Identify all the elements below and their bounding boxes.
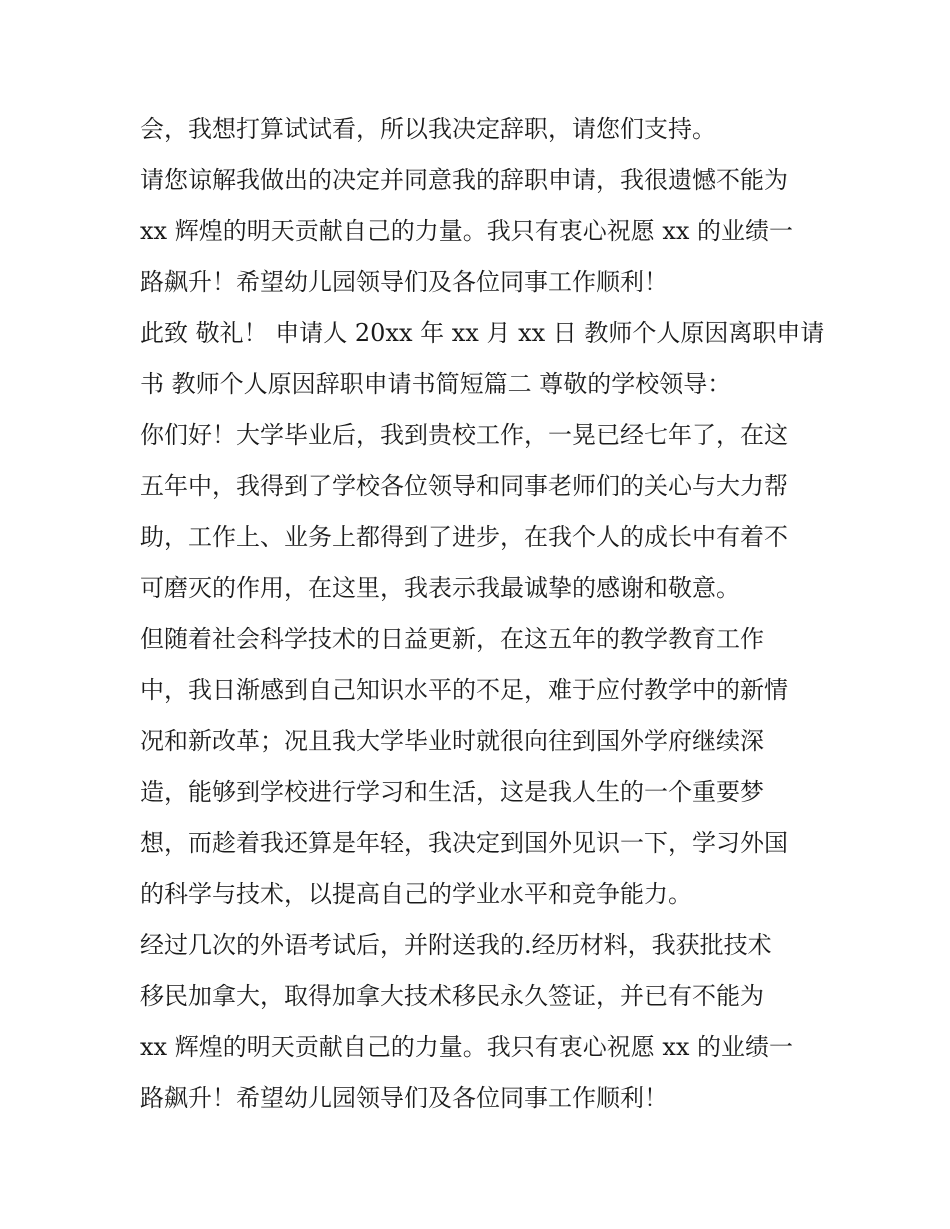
text-line: 可磨灭的作用，在这里，我表示我最诚挚的感谢和敬意。 [140,574,740,602]
text-line: 移民加拿大，取得加拿大技术移民永久签证，并已有不能为 [140,982,764,1010]
text-line: 五年中，我得到了学校各位领导和同事老师们的关心与大力帮 [140,472,788,500]
text-line: 会，我想打算试试看，所以我决定辞职，请您们支持。 [140,115,716,143]
text-line: 但随着社会科学技术的日益更新，在这五年的教学教育工作 [140,625,764,653]
text-line: 的科学与技术，以提高自己的学业水平和竞争能力。 [140,880,692,908]
text-line: 况和新改革；况且我大学毕业时就很向往到国外学府继续深 [140,727,764,755]
text-line: 你们好！大学毕业后，我到贵校工作，一晃已经七年了，在这 [140,421,788,449]
text-line: xx 辉煌的明天贡献自己的力量。我只有衷心祝愿 xx 的业绩一 [140,1033,794,1061]
text-line: 路飙升！希望幼儿园领导们及各位同事工作顺利！ [140,1084,668,1112]
text-line: 此致 敬礼！ 申请人 20xx 年 xx 月 xx 日 教师个人原因离职申请 [140,319,825,347]
text-line: xx 辉煌的明天贡献自己的力量。我只有衷心祝愿 xx 的业绩一 [140,217,794,245]
text-line: 请您谅解我做出的决定并同意我的辞职申请，我很遗憾不能为 [140,166,788,194]
document-body [140,104,825,1124]
text-line: 书 教师个人原因辞职申请书简短篇二 尊敬的学校领导： [140,370,732,398]
text-line: 想，而趁着我还算是年轻，我决定到国外见识一下，学习外国 [140,829,788,857]
text-line: 经过几次的外语考试后，并附送我的.经历材料，我获批技术 [140,931,772,959]
text-line: 助，工作上、业务上都得到了进步，在我个人的成长中有着不 [140,523,788,551]
text-line: 中，我日渐感到自己知识水平的不足，难于应付教学中的新情 [140,676,788,704]
text-line: 路飙升！希望幼儿园领导们及各位同事工作顺利！ [140,268,668,296]
text-line: 造，能够到学校进行学习和生活，这是我人生的一个重要梦 [140,778,764,806]
